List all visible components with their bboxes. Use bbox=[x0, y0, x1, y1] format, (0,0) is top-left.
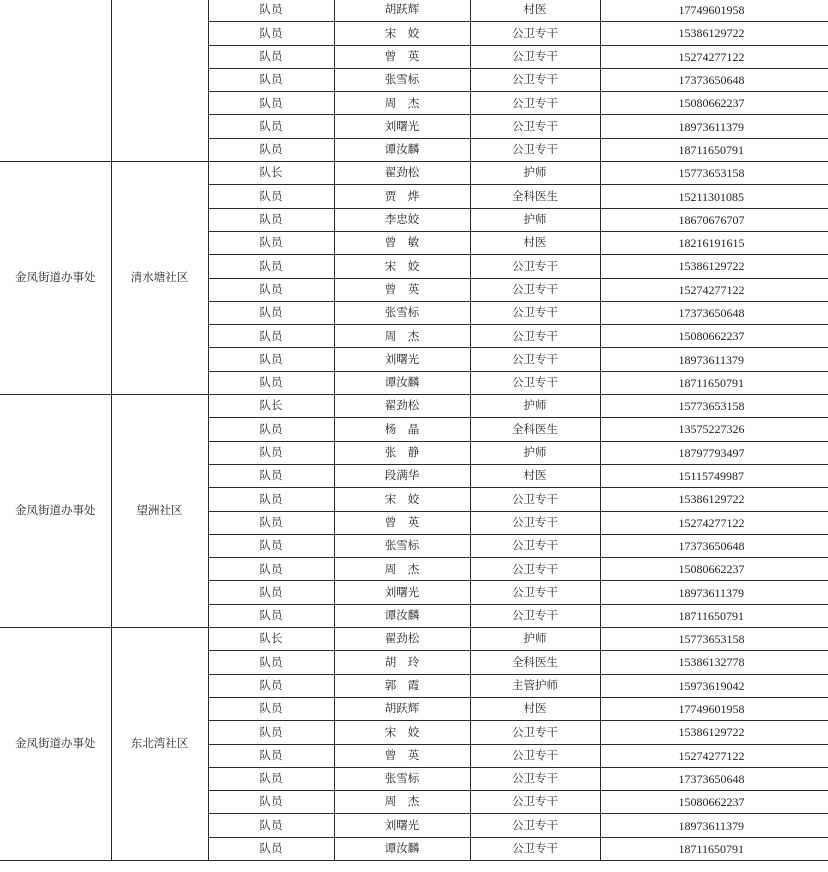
role-cell: 队员 bbox=[208, 511, 334, 534]
phone-cell: 17749601958 bbox=[600, 0, 828, 22]
name-cell: 翟劲松 bbox=[334, 628, 470, 651]
title-cell: 护师 bbox=[470, 162, 600, 185]
role-cell: 队长 bbox=[208, 395, 334, 418]
title-cell: 公卫专干 bbox=[470, 92, 600, 115]
title-cell: 全科医生 bbox=[470, 185, 600, 208]
role-cell: 队员 bbox=[208, 837, 334, 860]
role-cell: 队员 bbox=[208, 744, 334, 767]
role-cell: 队员 bbox=[208, 325, 334, 348]
phone-cell: 18973611379 bbox=[600, 581, 828, 604]
title-cell: 公卫专干 bbox=[470, 348, 600, 371]
title-cell: 护师 bbox=[470, 441, 600, 464]
role-cell: 队员 bbox=[208, 441, 334, 464]
role-cell: 队员 bbox=[208, 418, 334, 441]
phone-cell: 17373650648 bbox=[600, 767, 828, 790]
name-cell: 胡跃辉 bbox=[334, 697, 470, 720]
title-cell: 村医 bbox=[470, 464, 600, 487]
name-cell: 张雪标 bbox=[334, 301, 470, 324]
role-cell: 队长 bbox=[208, 628, 334, 651]
role-cell: 队员 bbox=[208, 371, 334, 394]
name-cell: 宋 姣 bbox=[334, 488, 470, 511]
title-cell: 公卫专干 bbox=[470, 278, 600, 301]
name-cell: 曾 英 bbox=[334, 45, 470, 68]
role-cell: 队员 bbox=[208, 558, 334, 581]
name-cell: 杨 晶 bbox=[334, 418, 470, 441]
role-cell: 队员 bbox=[208, 488, 334, 511]
name-cell: 刘曙光 bbox=[334, 814, 470, 837]
name-cell: 曾 英 bbox=[334, 278, 470, 301]
phone-cell: 15773653158 bbox=[600, 395, 828, 418]
name-cell: 周 杰 bbox=[334, 558, 470, 581]
name-cell: 谭汝麟 bbox=[334, 371, 470, 394]
phone-cell: 18973611379 bbox=[600, 348, 828, 371]
title-cell: 全科医生 bbox=[470, 651, 600, 674]
name-cell: 曾 敏 bbox=[334, 231, 470, 254]
title-cell: 公卫专干 bbox=[470, 488, 600, 511]
phone-cell: 15274277122 bbox=[600, 511, 828, 534]
phone-cell: 18711650791 bbox=[600, 837, 828, 860]
district-cell: 金凤街道办事处 bbox=[0, 162, 111, 395]
role-cell: 队员 bbox=[208, 581, 334, 604]
phone-cell: 15211301085 bbox=[600, 185, 828, 208]
role-cell: 队员 bbox=[208, 348, 334, 371]
title-cell: 全科医生 bbox=[470, 418, 600, 441]
role-cell: 队员 bbox=[208, 534, 334, 557]
phone-cell: 15080662237 bbox=[600, 791, 828, 814]
title-cell: 村医 bbox=[470, 231, 600, 254]
community-cell: 望洲社区 bbox=[111, 395, 208, 628]
title-cell: 村医 bbox=[470, 697, 600, 720]
phone-cell: 18973611379 bbox=[600, 814, 828, 837]
title-cell: 公卫专干 bbox=[470, 837, 600, 860]
phone-cell: 15080662237 bbox=[600, 92, 828, 115]
role-cell: 队员 bbox=[208, 721, 334, 744]
phone-cell: 15386132778 bbox=[600, 651, 828, 674]
name-cell: 曾 英 bbox=[334, 511, 470, 534]
title-cell: 公卫专干 bbox=[470, 791, 600, 814]
role-cell: 队员 bbox=[208, 674, 334, 697]
title-cell: 公卫专干 bbox=[470, 604, 600, 627]
name-cell: 翟劲松 bbox=[334, 395, 470, 418]
name-cell: 翟劲松 bbox=[334, 162, 470, 185]
name-cell: 张雪标 bbox=[334, 68, 470, 91]
role-cell: 队员 bbox=[208, 814, 334, 837]
phone-cell: 15386129722 bbox=[600, 488, 828, 511]
name-cell: 宋 姣 bbox=[334, 22, 470, 45]
title-cell: 公卫专干 bbox=[470, 325, 600, 348]
title-cell: 公卫专干 bbox=[470, 255, 600, 278]
table-row bbox=[0, 162, 828, 185]
name-cell: 张雪标 bbox=[334, 534, 470, 557]
title-cell: 公卫专干 bbox=[470, 558, 600, 581]
title-cell: 公卫专干 bbox=[470, 22, 600, 45]
name-cell: 曾 英 bbox=[334, 744, 470, 767]
role-cell: 队员 bbox=[208, 651, 334, 674]
phone-cell: 13575227326 bbox=[600, 418, 828, 441]
title-cell: 公卫专干 bbox=[470, 371, 600, 394]
role-cell: 队员 bbox=[208, 767, 334, 790]
title-cell: 公卫专干 bbox=[470, 68, 600, 91]
title-cell: 公卫专干 bbox=[470, 767, 600, 790]
table-row bbox=[0, 395, 828, 418]
district-cell: 金凤街道办事处 bbox=[0, 628, 111, 861]
title-cell: 公卫专干 bbox=[470, 511, 600, 534]
title-cell: 公卫专干 bbox=[470, 814, 600, 837]
title-cell: 公卫专干 bbox=[470, 115, 600, 138]
district-cell bbox=[0, 0, 111, 162]
title-cell: 公卫专干 bbox=[470, 721, 600, 744]
name-cell: 胡跃辉 bbox=[334, 0, 470, 22]
role-cell: 队员 bbox=[208, 464, 334, 487]
role-cell: 队员 bbox=[208, 22, 334, 45]
role-cell: 队员 bbox=[208, 0, 334, 22]
name-cell: 谭汝麟 bbox=[334, 837, 470, 860]
name-cell: 周 杰 bbox=[334, 791, 470, 814]
title-cell: 公卫专干 bbox=[470, 301, 600, 324]
name-cell: 刘曙光 bbox=[334, 348, 470, 371]
title-cell: 公卫专干 bbox=[470, 744, 600, 767]
role-cell: 队员 bbox=[208, 255, 334, 278]
role-cell: 队长 bbox=[208, 162, 334, 185]
community-cell: 清水塘社区 bbox=[111, 162, 208, 395]
phone-cell: 18797793497 bbox=[600, 441, 828, 464]
phone-cell: 15274277122 bbox=[600, 45, 828, 68]
name-cell: 张 静 bbox=[334, 441, 470, 464]
phone-cell: 17373650648 bbox=[600, 68, 828, 91]
community-cell bbox=[111, 0, 208, 162]
title-cell: 公卫专干 bbox=[470, 581, 600, 604]
table-row bbox=[0, 0, 828, 22]
community-cell: 东北湾社区 bbox=[111, 628, 208, 861]
phone-cell: 15773653158 bbox=[600, 162, 828, 185]
title-cell: 护师 bbox=[470, 628, 600, 651]
title-cell: 公卫专干 bbox=[470, 534, 600, 557]
role-cell: 队员 bbox=[208, 604, 334, 627]
name-cell: 周 杰 bbox=[334, 325, 470, 348]
name-cell: 谭汝麟 bbox=[334, 138, 470, 161]
title-cell: 公卫专干 bbox=[470, 45, 600, 68]
name-cell: 刘曙光 bbox=[334, 115, 470, 138]
name-cell: 胡 玲 bbox=[334, 651, 470, 674]
phone-cell: 15274277122 bbox=[600, 744, 828, 767]
name-cell: 李忠姣 bbox=[334, 208, 470, 231]
phone-cell: 17749601958 bbox=[600, 697, 828, 720]
name-cell: 郭 霞 bbox=[334, 674, 470, 697]
name-cell: 张雪标 bbox=[334, 767, 470, 790]
phone-cell: 18711650791 bbox=[600, 138, 828, 161]
phone-cell: 18973611379 bbox=[600, 115, 828, 138]
phone-cell: 15386129722 bbox=[600, 721, 828, 744]
table-row bbox=[0, 628, 828, 651]
name-cell: 宋 姣 bbox=[334, 255, 470, 278]
phone-cell: 15080662237 bbox=[600, 558, 828, 581]
phone-cell: 15274277122 bbox=[600, 278, 828, 301]
phone-cell: 15115749987 bbox=[600, 464, 828, 487]
role-cell: 队员 bbox=[208, 301, 334, 324]
role-cell: 队员 bbox=[208, 92, 334, 115]
role-cell: 队员 bbox=[208, 45, 334, 68]
phone-cell: 18216191615 bbox=[600, 231, 828, 254]
phone-cell: 17373650648 bbox=[600, 301, 828, 324]
phone-cell: 15773653158 bbox=[600, 628, 828, 651]
district-cell: 金凤街道办事处 bbox=[0, 395, 111, 628]
name-cell: 宋 姣 bbox=[334, 721, 470, 744]
phone-cell: 15080662237 bbox=[600, 325, 828, 348]
title-cell: 护师 bbox=[470, 395, 600, 418]
role-cell: 队员 bbox=[208, 68, 334, 91]
role-cell: 队员 bbox=[208, 208, 334, 231]
phone-cell: 15386129722 bbox=[600, 22, 828, 45]
phone-cell: 18711650791 bbox=[600, 604, 828, 627]
name-cell: 谭汝麟 bbox=[334, 604, 470, 627]
name-cell: 周 杰 bbox=[334, 92, 470, 115]
role-cell: 队员 bbox=[208, 138, 334, 161]
phone-cell: 18711650791 bbox=[600, 371, 828, 394]
title-cell: 护师 bbox=[470, 208, 600, 231]
role-cell: 队员 bbox=[208, 115, 334, 138]
name-cell: 段满华 bbox=[334, 464, 470, 487]
role-cell: 队员 bbox=[208, 278, 334, 301]
role-cell: 队员 bbox=[208, 231, 334, 254]
role-cell: 队员 bbox=[208, 697, 334, 720]
title-cell: 主管护师 bbox=[470, 674, 600, 697]
phone-cell: 17373650648 bbox=[600, 534, 828, 557]
name-cell: 贾 烨 bbox=[334, 185, 470, 208]
phone-cell: 18670676707 bbox=[600, 208, 828, 231]
role-cell: 队员 bbox=[208, 185, 334, 208]
name-cell: 刘曙光 bbox=[334, 581, 470, 604]
title-cell: 公卫专干 bbox=[470, 138, 600, 161]
phone-cell: 15386129722 bbox=[600, 255, 828, 278]
role-cell: 队员 bbox=[208, 791, 334, 814]
phone-cell: 15973619042 bbox=[600, 674, 828, 697]
title-cell: 村医 bbox=[470, 0, 600, 22]
